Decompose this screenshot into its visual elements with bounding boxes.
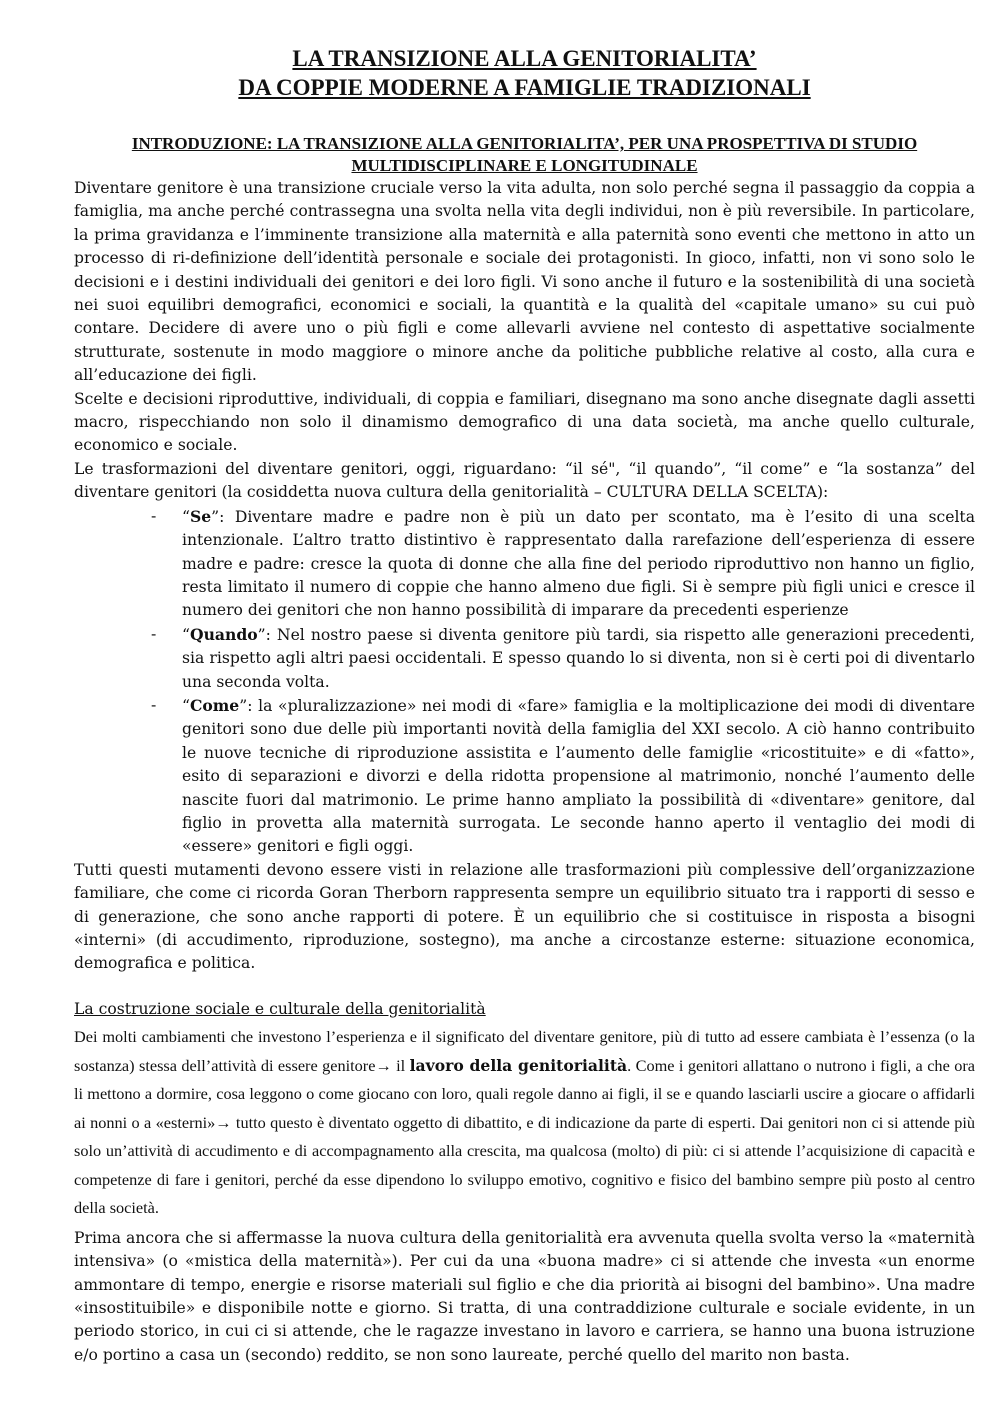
document-title bbox=[74, 44, 975, 102]
list-item-se bbox=[74, 505, 975, 623]
close-quote: ”: bbox=[211, 507, 225, 526]
intro-paragraph-3: Le trasformazioni del diventare genitori, oggi, riguardano: “il sé", “il quando”, “il come” e “la sostanza” del diventare genitori (la cosiddetta nuova cultura della genitorialità – CULTURA DELLA SCELTA): bbox=[74, 459, 975, 502]
list-dash: - bbox=[151, 695, 157, 714]
open-quote: “ bbox=[182, 625, 190, 644]
list-term: Se bbox=[189, 506, 212, 526]
list-dash: - bbox=[151, 506, 157, 525]
close-quote: ”: bbox=[257, 625, 271, 644]
list-item-quando bbox=[74, 623, 975, 694]
section-p1-bold: lavoro della genitorialità bbox=[409, 1055, 628, 1075]
section-heading: La costruzione sociale e culturale della genitorialità bbox=[74, 999, 486, 1018]
section-p1-before: Dei molti cambiamenti che investono l’esperienza e il significato del diventare genitore, più di tutto ad essere cambiata è l’essenza (o la sostanza) stessa dell’attività di essere genitore→ il bbox=[74, 1027, 975, 1075]
list-text: Diventare madre e padre non è più un dato per scontato, ma è l’esito di una scelta intenzionale. L’altro tratto distintivo è rappresentato dalla rarefazione dell’esperienza di essere madre e padre: cresce la quota di donne che alla fine del periodo riproduttivo non hanno un figlio, resta limitato il numero di coppie che hanno almeno due figli. Si è sempre più figli unici e cresce il numero dei genitori che non hanno possibilità di imparare da precedenti esperienze bbox=[182, 507, 975, 620]
list-text: Nel nostro paese si diventa genitore più tardi, sia rispetto alle generazioni precedenti, sia rispetto agli altri paesi occidentali. E spesso quando lo si diventa, non si è certi poi di diventarlo una seconda volta. bbox=[182, 625, 975, 691]
list-term: Come bbox=[189, 695, 240, 715]
intro-heading: INTRODUZIONE: LA TRANSIZIONE ALLA GENITORIALITA’, PER UNA PROSPETTIVA DI STUDIO MULTIDISCIPLINARE E LONGITUDINALE bbox=[131, 134, 918, 175]
section-paragraph-1 bbox=[74, 1023, 975, 1223]
transformations-list bbox=[74, 505, 975, 859]
open-quote: “ bbox=[182, 696, 190, 715]
intro-paragraph-2: Scelte e decisioni riproduttive, individuali, di coppia e familiari, disegnano ma sono anche disegnate dagli assetti macro, rispecchiando non solo il dinamismo demografico di una data società, ma anche quello culturale, economico e sociale. bbox=[74, 389, 975, 455]
intro-paragraph-1: Diventare genitore è una transizione cruciale verso la vita adulta, non solo perché segna il passaggio da coppia a famiglia, ma anche perché contrassegna una svolta nella vita degli individui, non è più reversibile. In particolare, la prima gravidanza e l’imminente transizione alla maternità e alla paternità sono eventi che mettono in atto un processo di ri-definizione dell’identità personale e sociale dei protagonisti. In gioco, infatti, non vi sono solo le decisioni e i destini individuali dei genitori e dei loro figli. Vi sono anche il futuro e la sostenibilità di una società nei suoi equilibri demografici, economici e sociali, la quantità e la qualità del «capitale umano» su cui può contare. Decidere di avere uno o più figli e come allevarli avviene nel contesto di aspettative socialmente strutturate, sostenute in modo maggiore o minore anche da politiche pubbliche relative al costo, alla cura e all’educazione dei figli. bbox=[74, 179, 975, 385]
title-line-1: LA TRANSIZIONE ALLA GENITORIALITA’ bbox=[292, 46, 757, 71]
close-quote: ”: bbox=[239, 696, 253, 715]
section-p1-after: . Come i genitori allattano o nutrono i figli, a che ora li mettono a dormire, cosa leggono o come giocano con loro, quali regole danno ai figli, il se e quando lasciarli uscire a giocare o affidarli ai nonni o a «esterni»→ tutto questo è diventato oggetto di dibattito, e di indicazione da parte di esperti. Dai genitori non ci si attende più solo un’attività di accudimento e di accompagnamento alla crescita, ma qualcosa (molto) di più: ci si attende l’acquisizione di capacità e competenze di fare i genitori, perché da esse dipendono lo sviluppo emotivo, cognitivo e fisico del bambino sempre più posto al centro della società. bbox=[74, 1055, 975, 1218]
open-quote: “ bbox=[182, 507, 190, 526]
list-text: la «pluralizzazione» nei modi di «fare» famiglia e la moltiplicazione dei modi di diventare genitori sono due delle più importanti novità della famiglia del XXI secolo. A ciò hanno contribuito le nuove tecniche di riproduzione assistita e l’aumento delle famiglie «ricostituite» e di «fatto», esito di separazioni e divorzi e della ridotta propensione al matrimonio, nonché l’aumento delle nascite fuori dal matrimonio. Le prime hanno ampliato la possibilità di «diventare» genitore, dal figlio in provetta alla maternità surrogata. Le seconde hanno aperto il ventaglio dei modi di «essere» genitori e figli oggi. bbox=[182, 696, 975, 856]
list-dash: - bbox=[151, 624, 157, 643]
title-line-2: DA COPPIE MODERNE A FAMIGLIE TRADIZIONALI bbox=[238, 75, 811, 100]
list-item-come bbox=[74, 694, 975, 859]
intro-paragraph-4: Tutti questi mutamenti devono essere visti in relazione alle trasformazioni più complessive dell’organizzazione familiare, che come ci ricorda Goran Therborn rappresenta sempre un equilibrio situato tra i rapporti di sesso e di generazione, che sono anche rapporti di potere. È un equilibrio che si costituisce in risposta a bisogni «interni» (di accudimento, riproduzione, sostegno), ma anche a circostanze esterne: situazione economica, demografica e politica. bbox=[74, 860, 975, 973]
section-paragraph-2: Prima ancora che si affermasse la nuova cultura della genitorialità era avvenuta quella svolta verso la «maternità intensiva» (o «mistica della maternità»). Per cui da una «buona madre» ci si attende che investa «un enorme ammontare di tempo, energie e risorse materiali sul figlio e che dia priorità ai bisogni del bambino». Una madre «insostituibile» e disponibile notte e giorno. Si tratta, di una contraddizione culturale e sociale evidente, in un periodo storico, in cui ci si attende, che le ragazze investano in lavoro e carriera, se hanno una buona istruzione e/o portino a casa un (secondo) reddito, se non sono laureate, perché quello del marito non basta. bbox=[74, 1228, 975, 1364]
list-term: Quando bbox=[189, 624, 258, 644]
